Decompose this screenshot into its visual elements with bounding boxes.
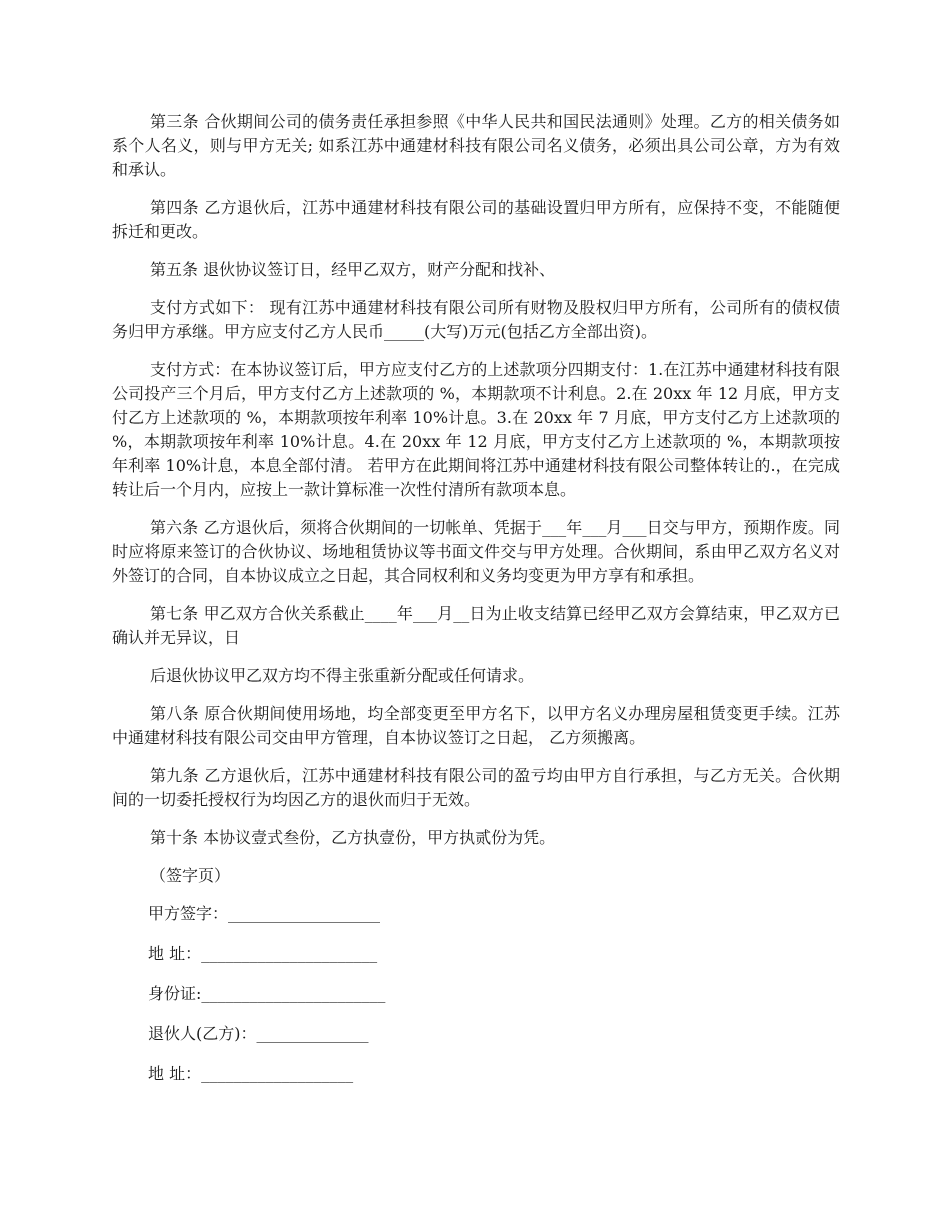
id-card-line: 身份证:_______________________: [148, 984, 386, 1003]
article-4-paragraph: 第四条 乙方退伙后，江苏中通建材科技有限公司的基础设置归甲方所有，应保持不变，不能随便拆迁和更改。: [112, 198, 840, 241]
party-b-address-line: 地 址：___________________: [148, 1064, 354, 1083]
party-a-signature-line: 甲方签字：___________________: [148, 904, 381, 923]
party-a-address-line: 地 址：______________________: [148, 944, 378, 963]
article-7-paragraph: 第七条 甲乙双方合伙关系截止____年___月__日为止收支结算已经甲乙双方会算结束，甲乙双方已确认并无异议，日: [112, 604, 840, 647]
signature-page-label: （签字页）: [150, 866, 231, 885]
article-8-paragraph: 第八条 原合伙期间使用场地，均全部变更至甲方名下，以甲方名义办理房屋租赁变更手续。江苏中通建材科技有限公司交由甲方管理，自本协议签订之日起， 乙方须搬离。: [112, 704, 840, 747]
article-3-paragraph: 第三条 合伙期间公司的债务责任承担参照《中华人民共和国民法通则》处理。乙方的相关债务如系个人名义，则与甲方无关; 如系江苏中通建材科技有限公司名义债务，必须出具公司公章，方为有效和承认。: [112, 112, 840, 179]
article-7-continuation: 后退伙协议甲乙双方均不得主张重新分配或任何请求。: [150, 666, 535, 685]
document-page: [112, 110, 840, 1102]
article-9-paragraph: 第九条 乙方退伙后，江苏中通建材科技有限公司的盈亏均由甲方自行承担，与乙方无关。合伙期间的一切委托授权行为均因乙方的退伙而归于无效。: [112, 766, 840, 809]
payment-method-paragraph: 支付方式如下： 现有江苏中通建材科技有限公司所有财物及股权归甲方所有，公司所有的债权债务归甲方承继。甲方应支付乙方人民币_____(大写)万元(包括乙方全部出资)。: [112, 298, 840, 341]
article-5-paragraph: 第五条 退伙协议签订日，经甲乙双方，财产分配和找补、: [150, 260, 556, 279]
article-10-paragraph: 第十条 本协议壹式叁份，乙方执壹份，甲方执贰份为凭。: [150, 828, 556, 847]
party-b-signature-line: 退伙人(乙方)：______________: [148, 1024, 369, 1043]
article-6-paragraph: 第六条 乙方退伙后，须将合伙期间的一切帐单、凭据于___年___月___日交与甲方，预期作废。同时应将原来签订的合伙协议、场地租赁协议等书面文件交与甲方处理。合伙期间，系由甲乙双方名义对外签订的合同，自本协议成立之日起，其合同权利和义务均变更为甲方享有和承担。: [112, 518, 840, 585]
payment-schedule-paragraph: 支付方式：在本协议签订后，甲方应支付乙方的上述款项分四期支付：1.在江苏中通建材科技有限公司投产三个月后，甲方支付乙方上述款项的 %，本期款项不计利息。2.在 20xx 年 12 月底，甲方支付乙方上述款项的 %，本期款项按年利率 10%计息。3.在 20xx 年 7 月底，甲方支付乙方上述款项的 %，本期款项按年利率 10%计息。4.在 20xx 年 12 月底，甲方支付乙方上述款项的 %，本期款项按年利率 10%计息，本息全部付清。 若甲方在此期间将江苏中通建材科技有限公司整体转让的.，在完成转让后一个月内，应按上一款计算标准一次性付清所有款项本息。: [112, 360, 840, 499]
